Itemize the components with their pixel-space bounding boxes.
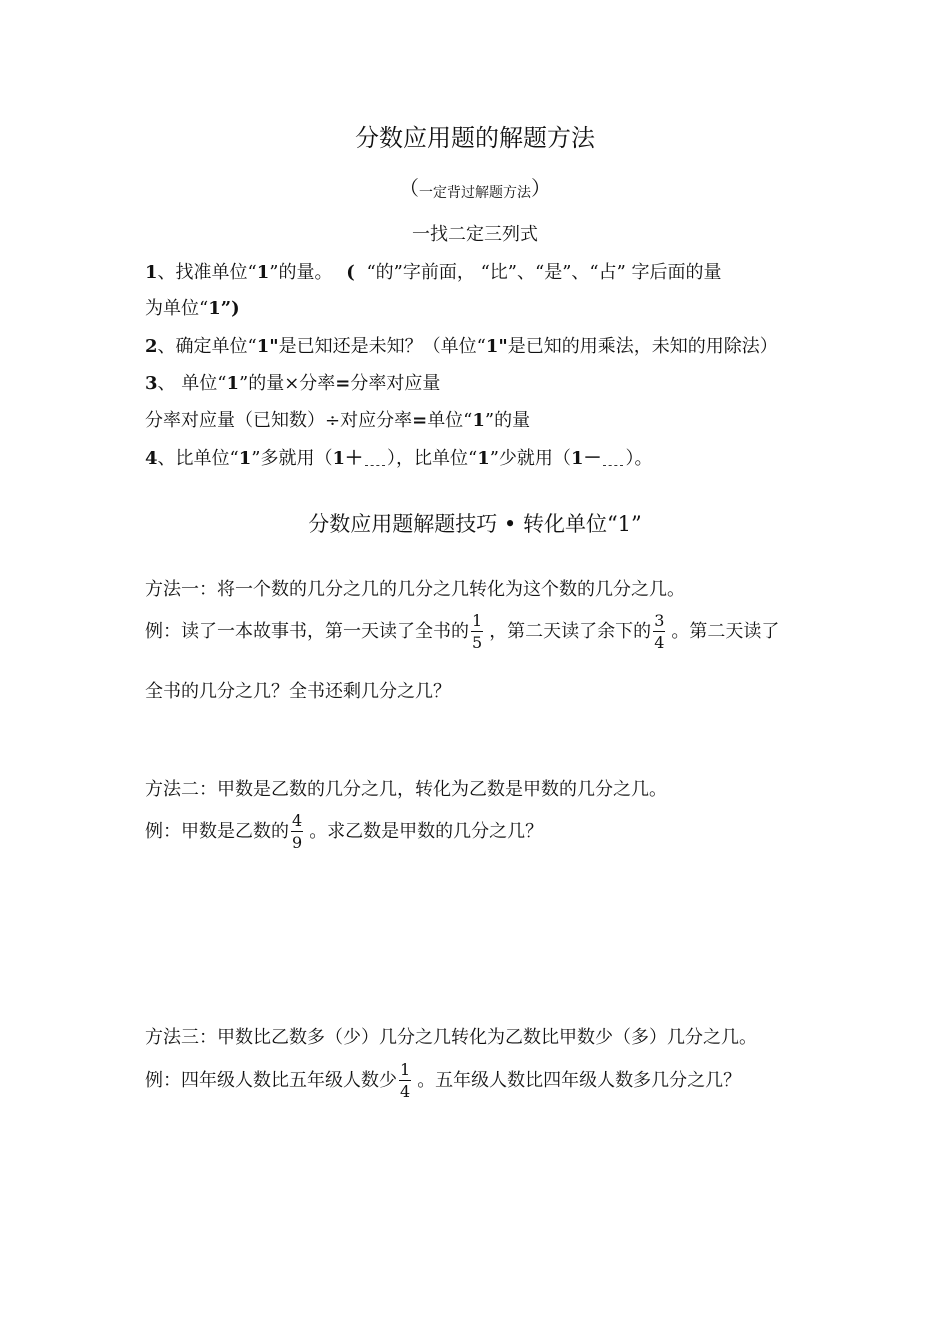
rule-4-unit-2: 1: [477, 448, 490, 469]
method-3-example: [145, 1062, 741, 1100]
rule-1-line-2-unit: 1: [208, 298, 221, 319]
rule-1-line-2: [145, 294, 240, 320]
fraction-4-9: [291, 813, 303, 851]
rule-2-text-a: 、确定单位“: [157, 336, 257, 357]
method-3-example-b: 。五年级人数比四年级人数多几分之几？: [417, 1070, 742, 1091]
fraction-1-5: [471, 613, 483, 651]
rule-3-text-a: 、 单位“: [157, 373, 227, 394]
fraction-numerator: 3: [654, 611, 665, 630]
subtitle-close-paren: ）: [531, 176, 551, 200]
rule-2: [145, 332, 778, 358]
page-title: 分数应用题的解题方法: [355, 124, 595, 152]
rule-4-text-e: ），比单位“: [387, 448, 478, 469]
method-1-example-c: 。第二天读了: [671, 621, 780, 642]
rule-4-one-minus: 1－: [570, 448, 602, 469]
rule-1-open-paren: (: [346, 262, 355, 283]
subtitle: [0, 172, 950, 202]
rule-3-line-2-a: 分率对应量（已知数）÷对应分率: [145, 410, 413, 431]
method-2-text: 方法二：甲数是乙数的几分之几，转化为乙数是甲数的几分之几。: [145, 779, 667, 800]
rule-4-one-plus: 1＋: [332, 448, 363, 469]
rule-3: [145, 369, 440, 395]
rule-2-unit: 1": [256, 336, 279, 357]
rule-1-line-2-a: 为单位“: [145, 298, 209, 319]
rule-1: [145, 258, 722, 284]
method-3-text: 方法三：甲数比乙数多（少）几分之几转化为乙数比甲数少（多）几分之几。: [145, 1027, 757, 1048]
rule-4-number: 4: [145, 448, 158, 469]
fraction-denominator: 4: [654, 633, 665, 652]
rule-3-unit: 1: [226, 373, 239, 394]
rule-1-line-2-c: ”): [220, 298, 240, 319]
method-2-example-b: 。求乙数是甲数的几分之几？: [309, 821, 544, 842]
rule-4-text-i: ）。: [625, 448, 653, 469]
rule-3-line-2-unit: 1: [472, 410, 485, 431]
rule-1-text-e: “的”字前面， “比”、“是”、“占” 字后面的量: [366, 262, 722, 283]
method-1-example-a: 例：读了一本故事书，第一天读了全书的: [145, 621, 469, 642]
rule-4-text-a: 、比单位“: [157, 448, 239, 469]
fraction-numerator: 1: [400, 1060, 411, 1079]
fraction-denominator: 4: [400, 1082, 411, 1101]
rule-4-blank-2: [603, 455, 623, 466]
subtitle-open-paren: （: [399, 176, 419, 200]
rule-2-number: 2: [145, 336, 158, 357]
fraction-denominator: 9: [292, 833, 303, 852]
fraction-numerator: 4: [292, 811, 303, 830]
rule-2-text-c: 是已知还是未知？（单位“: [278, 336, 486, 357]
rule-2-unit-2: 1": [485, 336, 508, 357]
section-2-title: 分数应用题解题技巧 • 转化单位“1”: [308, 512, 642, 536]
rule-3-number: 3: [145, 373, 158, 394]
rule-3-equals: =: [335, 373, 351, 394]
rule-3-line-2-c: 单位“: [427, 410, 473, 431]
rule-1-unit: 1: [256, 262, 270, 283]
rule-3-line-2-equals: =: [412, 410, 428, 431]
method-3-example-a: 例：四年级人数比五年级人数少: [145, 1070, 397, 1091]
rule-2-text-e: 是已知的用乘法，未知的用除法）: [507, 336, 778, 357]
rule-3-line-2-e: ”的量: [484, 410, 531, 431]
rule-4-text-g: ”少就用（: [489, 448, 571, 469]
fraction-1-4: [399, 1062, 411, 1100]
rule-1-number: 1: [145, 262, 158, 283]
rule-3-text-e: 分率对应量: [350, 373, 441, 394]
method-2-example: [145, 813, 543, 851]
fraction-numerator: 1: [472, 611, 483, 630]
subtitle-text: 一定背过解题方法: [419, 185, 531, 201]
fraction-denominator: 5: [472, 633, 483, 652]
fraction-3-4: [653, 613, 665, 651]
method-1-text: 方法一：将一个数的几分之几的几分之几转化为这个数的几分之几。: [145, 579, 685, 600]
method-1-example-line-2: 全书的几分之几？全书还剩几分之几？: [145, 681, 451, 702]
method-1-example-b: ，第二天读了余下的: [489, 621, 652, 642]
rule-4-blank-1: [365, 455, 385, 466]
rule-3-text-c: ”的量×分率: [239, 373, 336, 394]
rule-4-text-c: ”多就用（: [251, 448, 333, 469]
rule-3-line-2: [145, 406, 530, 432]
method-1-example: [145, 613, 779, 651]
motto: 一找二定三列式: [412, 224, 538, 245]
rule-1-text-a: 、找准单位“: [157, 262, 257, 283]
rule-4-unit: 1: [238, 448, 252, 469]
rule-1-text-c: ”的量。: [269, 262, 333, 283]
rule-4: [145, 444, 652, 470]
method-2-example-a: 例：甲数是乙数的: [145, 821, 289, 842]
